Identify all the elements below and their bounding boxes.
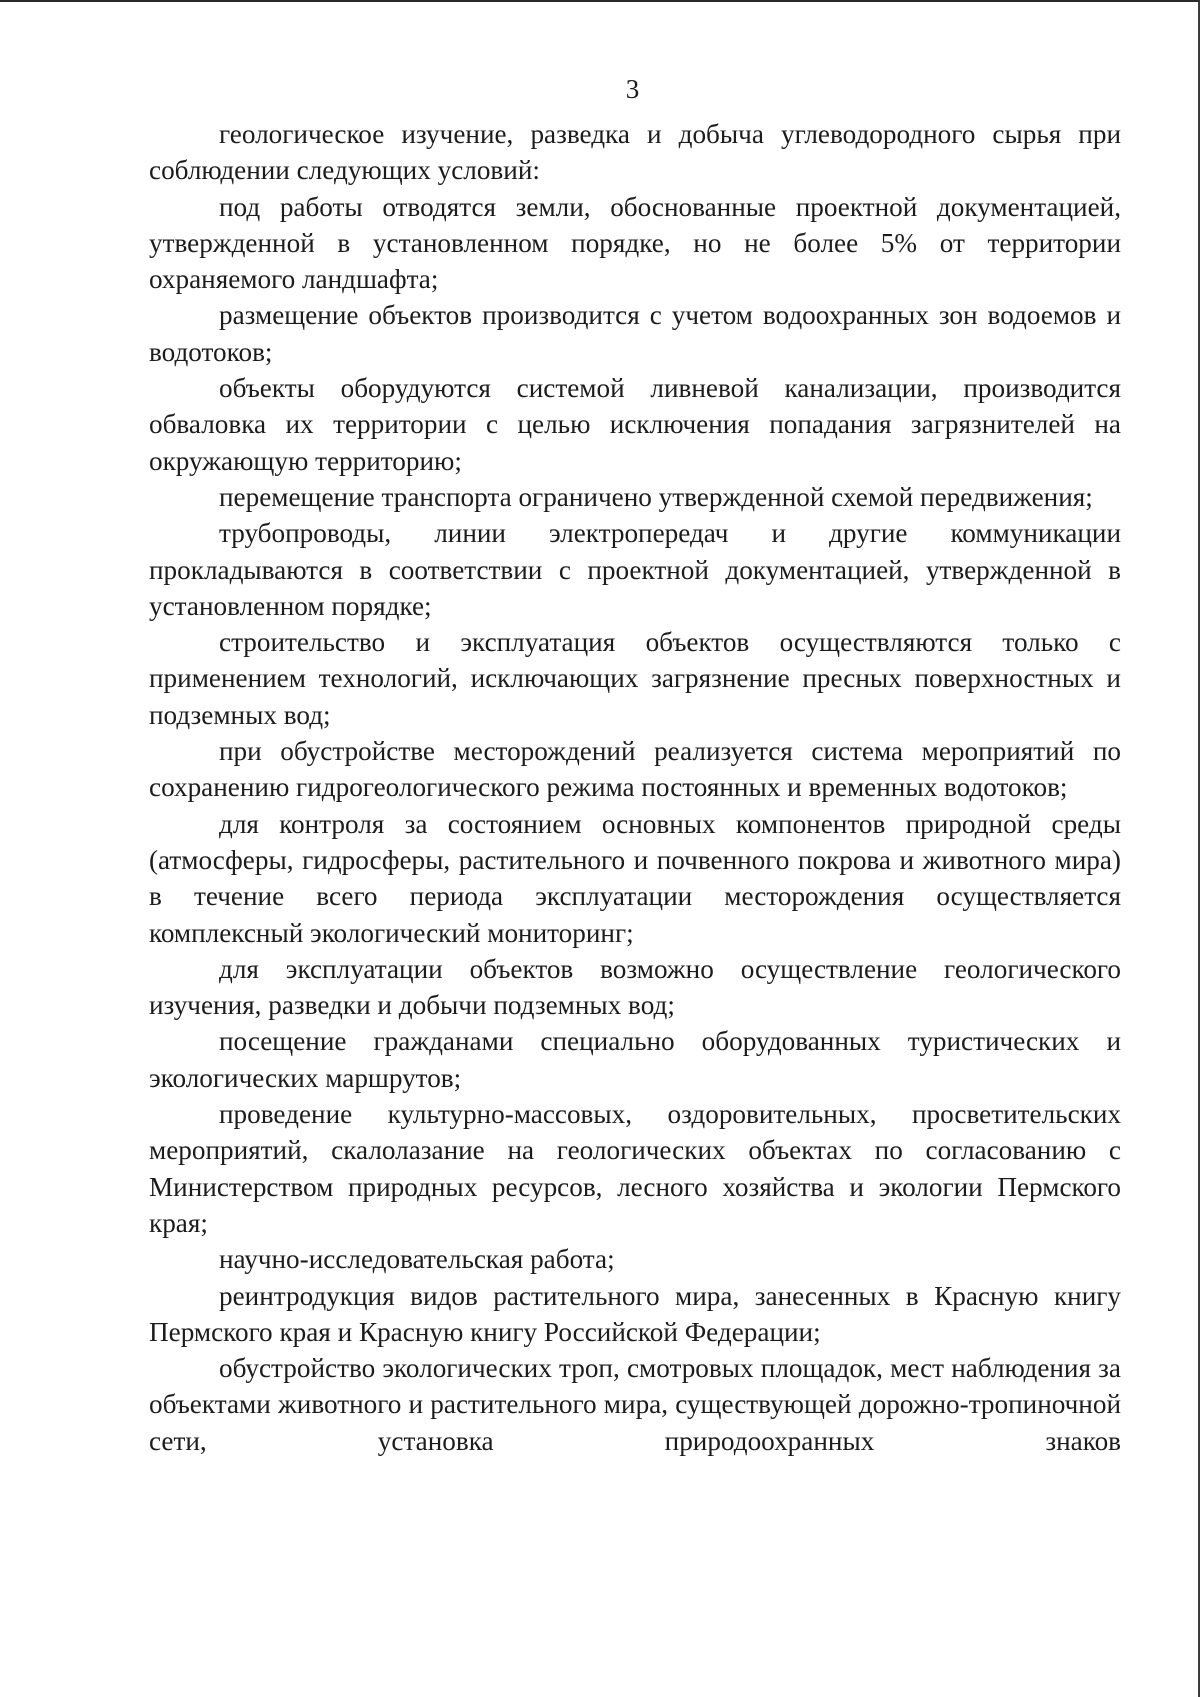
paragraph-tourist-routes: посещение гражданами специально оборудованных туристических и экологических маршрутов; (149, 1026, 1121, 1093)
paragraph-transport-movement: перемещение транспорта ограничено утвержденной схемой передвижения; (219, 481, 1093, 512)
paragraph-hydrocarbon-exploration: геологическое изучение, разведка и добыча углеводородного сырья при соблюдении следующих условий: (149, 119, 1121, 186)
paragraph-water-protection-zones: размещение объектов производится с учетом водоохранных зон водоемов и водотоков; (149, 300, 1121, 367)
paragraph-eco-trails: обустройство экологических троп, смотровых площадок, мест наблюдения за объектами животного и растительного мира, существующей дорожно-тропиночной сети, установка природоохранных знаков (149, 1353, 1121, 1456)
page-number: 3 (625, 74, 640, 104)
paragraph-pipelines: трубопроводы, линии электропередач и другие коммуникации прокладываются в соответствии с проектной документацией, утвержденной в установленном порядке; (149, 518, 1121, 621)
paragraph-research-work: научно-исследовательская работа; (219, 1244, 615, 1275)
paragraph-construction-technologies: строительство и эксплуатация объектов осуществляются только с применением технологий, исключающих загрязнение пресных поверхностных и подземных вод; (149, 627, 1121, 730)
paragraph-hydrogeological-regime: при обустройстве месторождений реализуется система мероприятий по сохранению гидрогеологического режима постоянных и временных водотоков; (149, 736, 1121, 803)
paragraph-land-allocation: под работы отводятся земли, обоснованные проектной документацией, утвержденной в установленном порядке, но не более 5% от территории охраняемого ландшафта; (149, 191, 1121, 295)
paragraph-reintroduction: реинтродукция видов растительного мира, занесенных в Красную книгу Пермского края и Красную книгу Российской Федерации; (149, 1280, 1121, 1347)
paragraph-cultural-events: проведение культурно-массовых, оздоровительных, просветительских мероприятий, скалолазание на геологических объектах по согласованию с Министерством природных ресурсов, лесного хозяйства и экологии Пермского края; (149, 1099, 1121, 1238)
paragraph-storm-sewerage: объекты оборудуются системой ливневой канализации, производится обваловка их территории с целью исключения попадания загрязнителей на окружающую территорию; (149, 373, 1121, 476)
paragraph-groundwater-extraction: для эксплуатации объектов возможно осуществление геологического изучения, разведки и добычи подземных вод; (149, 953, 1121, 1021)
document-body (149, 116, 1121, 1459)
paragraph-environmental-monitoring: для контроля за состоянием основных компонентов природной среды (атмосферы, гидросферы, растительного и почвенного покрова и животного мира) в течение всего периода эксплуатации месторождения осуществляется комплексный экологический мониторинг; (149, 808, 1121, 948)
